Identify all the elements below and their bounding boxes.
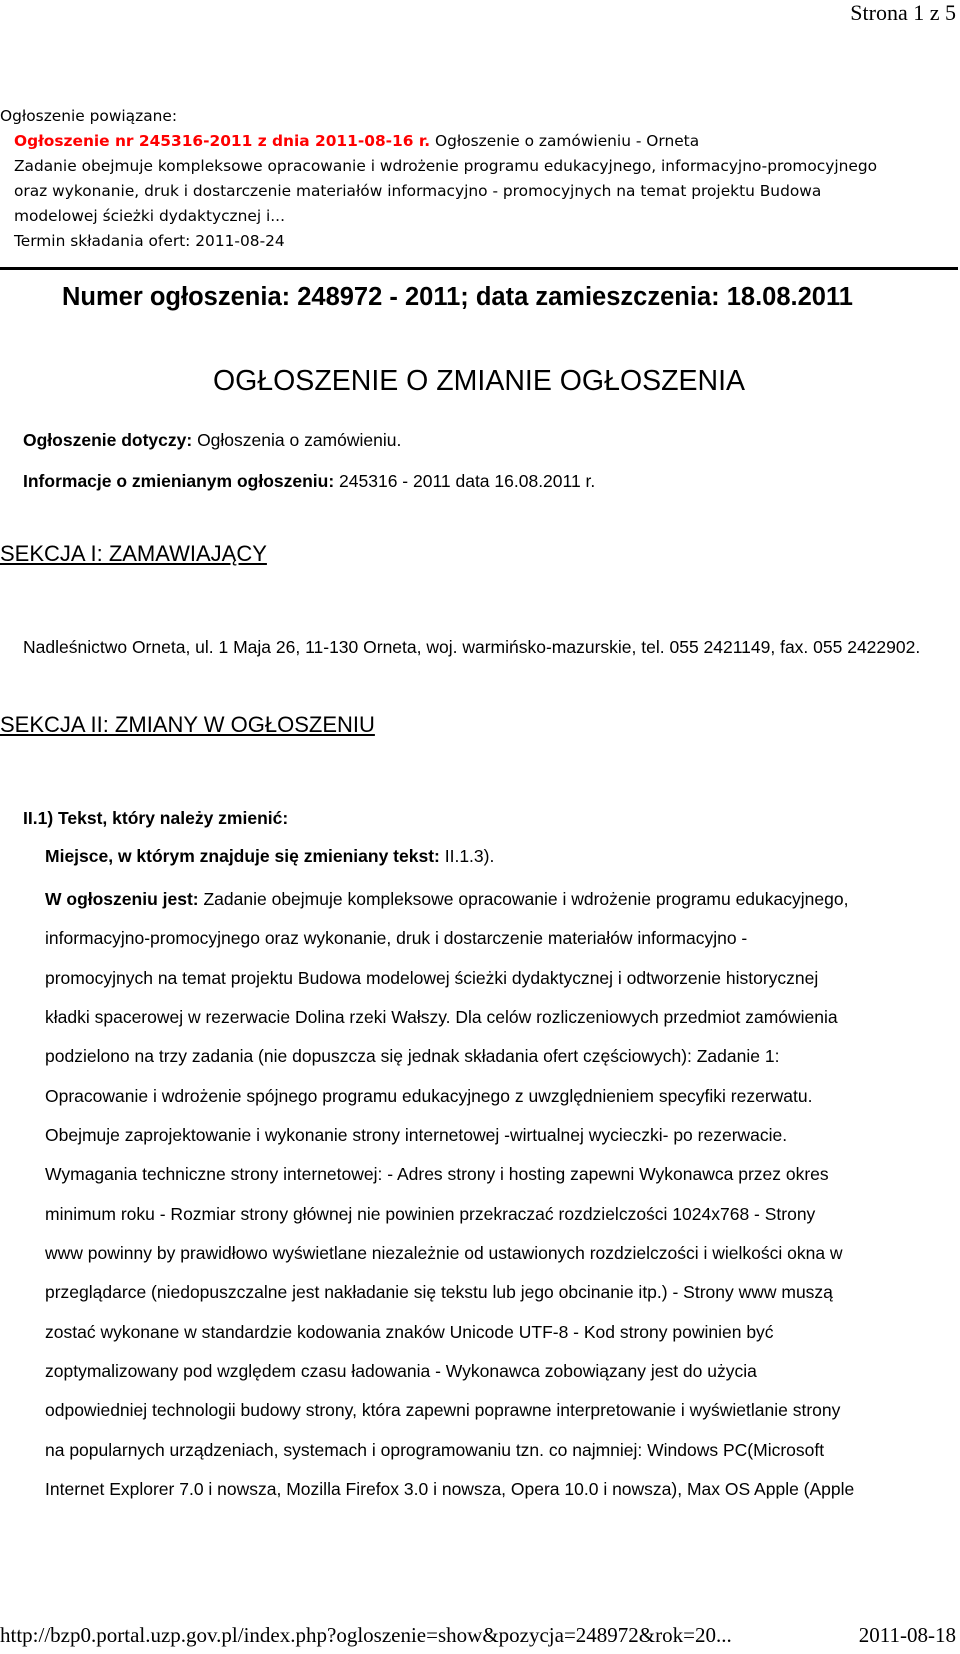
body-line: www powinny by prawidłowo wyświetlane niezależnie od ustawionych rozdzielczości i wielkości okna w xyxy=(45,1243,843,1264)
text-to-change-heading: II.1) Tekst, który należy zmienić: xyxy=(23,808,289,828)
section-1-title: SEKCJA I: ZAMAWIAJĄCY xyxy=(0,541,267,566)
body-line: na popularnych urządzeniach, systemach i oprogramowaniu tzn. co najmniej: Windows PC(Microsoft xyxy=(45,1439,825,1460)
footer-url: http://bzp0.portal.uzp.gov.pl/index.php?ogloszenie=show&pozycja=248972&rok=20... xyxy=(0,1623,732,1647)
body-line: zostać wykonane w standardzie kodowania znaków Unicode UTF-8 - Kod strony powinien być xyxy=(45,1321,774,1342)
page-number-header: Strona 1 z 5 xyxy=(850,0,956,25)
changed-notice-info-line xyxy=(23,471,595,492)
related-description-line: Zadanie obejmuje kompleksowe opracowanie i wdrożenie programu edukacyjnego, informacyjno-promocyjnego xyxy=(14,157,878,175)
notice-concerns-label: Ogłoszenie dotyczy: xyxy=(23,430,193,450)
current-text-label: W ogłoszeniu jest: xyxy=(45,889,199,909)
related-heading: Ogłoszenie powiązane: xyxy=(0,107,178,125)
changed-notice-info-value: 245316 - 2011 data 16.08.2011 r. xyxy=(334,471,596,491)
related-description-line: oraz wykonanie, druk i dostarczenie materiałów informacyjno - promocyjnych na temat projektu Budowa xyxy=(14,182,822,200)
related-notice-block xyxy=(0,104,958,254)
notice-concerns-value: Ogłoszenia o zamówieniu. xyxy=(192,430,402,450)
notice-concerns-line xyxy=(23,430,401,451)
body-line: promocyjnych na temat projektu Budowa modelowej ścieżki dydaktycznej i odtworzenie historycznej xyxy=(45,967,819,988)
body-line: podzielono na trzy zadania (nie dopuszcza się jednak składania ofert częściowych): Zadanie 1: xyxy=(45,1046,780,1067)
body-line xyxy=(45,880,955,919)
related-description-line: modelowej ścieżki dydaktycznej i... xyxy=(14,207,285,225)
body-line: minimum roku - Rozmiar strony głównej nie powinien przekraczać rozdzielczości 1024x768 - Strony xyxy=(45,1203,816,1224)
body-line: Internet Explorer 7.0 i nowsza, Mozilla Firefox 3.0 i nowsza, Opera 10.0 i nowsza), Max OS Apple (Apple xyxy=(45,1479,855,1500)
body-line: informacyjno-promocyjnego oraz wykonanie, druk i dostarczenie materiałów informacyjno - xyxy=(45,928,748,949)
change-location-value: II.1.3). xyxy=(439,846,495,866)
related-notice-link[interactable]: Ogłoszenie nr 245316-2011 z dnia 2011-08-16 r. xyxy=(14,132,431,150)
changed-notice-info-label: Informacje o zmienianym ogłoszeniu: xyxy=(23,471,335,491)
horizontal-divider xyxy=(0,267,958,270)
body-line: kładki spacerowej w rezerwacie Dolina rzeki Wałszy. Dla celów rozliczeniowych przedmiot zamówienia xyxy=(45,1007,838,1028)
section-2-title: SEKCJA II: ZMIANY W OGŁOSZENIU xyxy=(0,712,375,737)
body-line: odpowiedniej technologii budowy strony, która zapewni poprawne interpretowanie i wyświetlanie strony xyxy=(45,1400,841,1421)
change-location-label: Miejsce, w którym znajduje się zmieniany tekst: xyxy=(45,846,440,866)
contracting-authority-address: Nadleśnictwo Orneta, ul. 1 Maja 26, 11-130 Orneta, woj. warmińsko-mazurskie, tel. 055 2421149, fax. 055 2422902. xyxy=(23,637,921,657)
body-line: przeglądarce (niedopuszczalne jest nakładanie się tekstu lub jego obcinanie itp.) - Strony www muszą xyxy=(45,1282,833,1303)
body-line: zoptymalizowany pod względem czasu ładowania - Wykonawca zobowiązany jest do użycia xyxy=(45,1361,757,1382)
body-line: Obejmuje zaprojektowanie i wykonanie strony internetowej -wirtualnej wycieczki- po rezerwacie. xyxy=(45,1125,788,1146)
notice-number-heading: Numer ogłoszenia: 248972 - 2011; data zamieszczenia: 18.08.2011 xyxy=(62,283,853,311)
footer-date: 2011-08-18 xyxy=(858,1623,956,1647)
body-line: Opracowanie i wdrożenie spójnego programu edukacyjnego z uwzględnieniem specyfiki rezerwatu. xyxy=(45,1085,813,1106)
related-notice-title: Ogłoszenie o zamówieniu - Orneta xyxy=(430,132,700,150)
related-deadline: Termin składania ofert: 2011-08-24 xyxy=(14,232,285,250)
current-text-paragraph xyxy=(45,880,955,1510)
notice-title: OGŁOSZENIE O ZMIANIE OGŁOSZENIA xyxy=(212,365,746,397)
related-notice-line xyxy=(0,129,958,154)
body-line-text: Zadanie obejmuje kompleksowe opracowanie i wdrożenie programu edukacyjnego, xyxy=(198,889,849,909)
body-line: Wymagania techniczne strony internetowej: - Adres strony i hosting zapewni Wykonawca przez okres xyxy=(45,1164,829,1185)
change-location-line xyxy=(45,846,494,867)
